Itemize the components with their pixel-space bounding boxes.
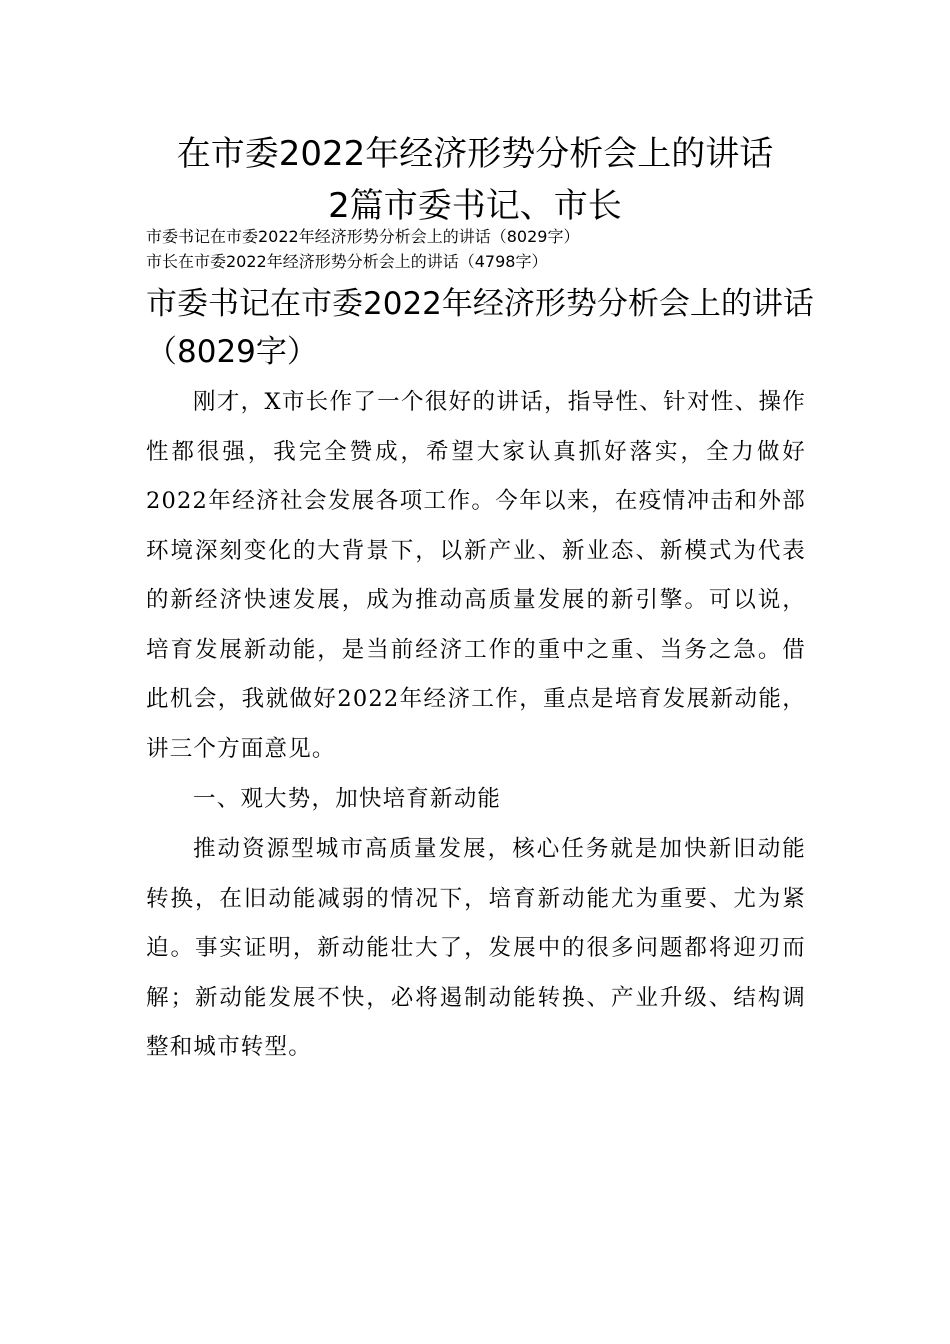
document-title-line-2: 2篇市委书记、市长 <box>328 186 622 226</box>
toc-entry: 市长在市委2022年经济形势分析会上的讲话（4798字） <box>146 252 548 271</box>
body-paragraph: 推动资源型城市高质量发展，核心任务就是加快新旧动能转换，在旧动能减弱的情况下，培育新动能尤为重要、尤为紧迫。事实证明，新动能壮大了，发展中的很多问题都将迎刃而解；新动能发展不快，必将遏制动能转换、产业升级、结构调整和城市转型。 <box>146 836 806 1060</box>
body-paragraph: 刚才，X市长作了一个很好的讲话，指导性、针对性、操作性都很强，我完全赞成，希望大家认真抓好落实，全力做好2022年经济社会发展各项工作。今年以来，在疫情冲击和外部环境深刻变化的大背景下，以新产业、新业态、新模式为代表的新经济快速发展，成为推动高质量发展的新引擎。可以说，培育发展新动能，是当前经济工作的重中之重、当务之急。借此机会，我就做好2022年经济工作，重点是培育发展新动能，讲三个方面意见。 <box>146 389 806 762</box>
document-title-line-1: 在市委2022年经济形势分析会上的讲话 <box>176 134 774 174</box>
section-heading: 市委书记在市委2022年经济形势分析会上的讲话（8029字） <box>146 286 814 370</box>
toc-entry: 市委书记在市委2022年经济形势分析会上的讲话（8029字） <box>146 227 580 246</box>
subsection-heading: 一、观大势，加快培育新动能 <box>193 786 502 812</box>
